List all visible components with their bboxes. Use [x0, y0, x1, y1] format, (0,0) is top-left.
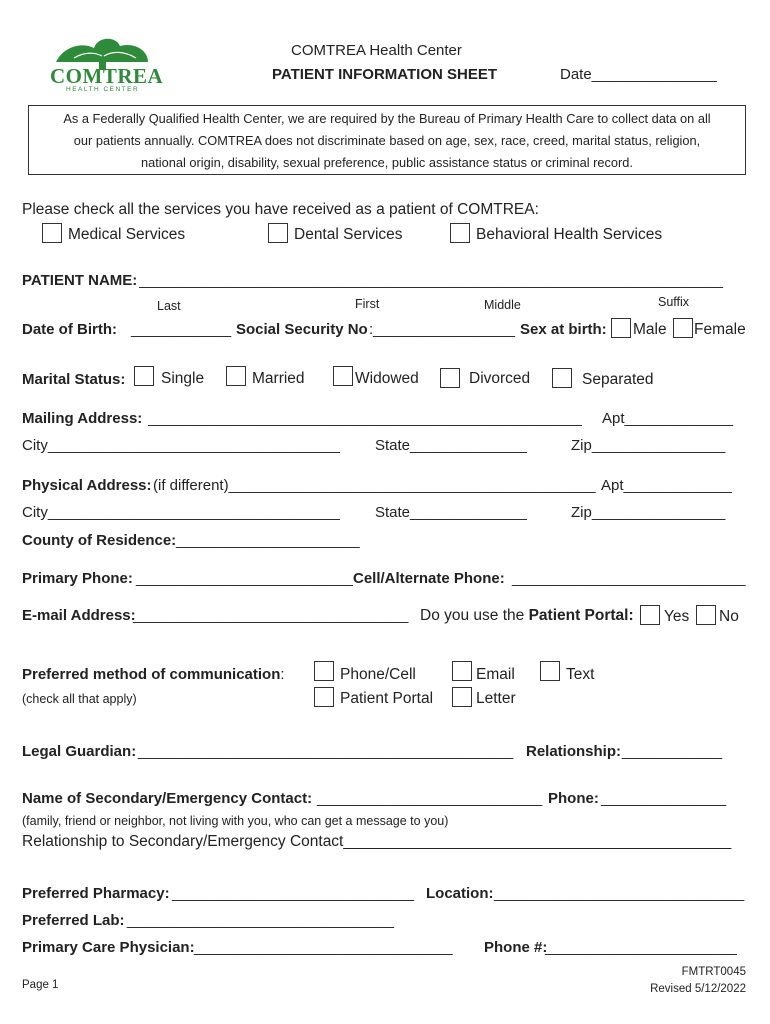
- separated-label: Separated: [582, 371, 654, 388]
- mailing-address-label: Mailing Address:: [22, 410, 143, 427]
- email-field[interactable]: _________________________________: [133, 607, 409, 624]
- emergency-relationship-field[interactable]: Relationship to Secondary/Emergency Contact_____________________________________________: [22, 833, 732, 850]
- emergency-contact-field[interactable]: ___________________________: [317, 790, 543, 807]
- lab-label: Preferred Lab:: [22, 912, 125, 929]
- patient-name-label: PATIENT NAME:: [22, 272, 138, 289]
- male-checkbox[interactable]: [611, 318, 631, 338]
- primary-phone-field[interactable]: __________________________: [136, 570, 353, 587]
- relationship-field[interactable]: ____________: [622, 743, 723, 760]
- patient-name-field[interactable]: ______________________________________________________________________: [139, 272, 723, 289]
- portal-question-text: Do you use the: [420, 607, 529, 624]
- divorced-checkbox[interactable]: [440, 368, 460, 388]
- emergency-contact-note: (family, friend or neighbor, not living with you, who can get a message to you): [22, 814, 449, 828]
- text-pref-checkbox[interactable]: [540, 661, 560, 681]
- pcp-field[interactable]: _______________________________: [194, 939, 453, 956]
- single-checkbox[interactable]: [134, 366, 154, 386]
- sex-at-birth-label: Sex at birth:: [520, 321, 607, 338]
- communication-note: (check all that apply): [22, 692, 137, 706]
- letter-pref-label: Letter: [476, 690, 516, 707]
- nondiscrimination-notice: [28, 105, 746, 175]
- suffix-caption: Suffix: [658, 295, 690, 309]
- physical-state-field[interactable]: State______________: [375, 504, 527, 521]
- mailing-address-field[interactable]: ____________________________________________________: [148, 410, 582, 427]
- separated-checkbox[interactable]: [552, 368, 572, 388]
- primary-phone-label: Primary Phone:: [22, 570, 133, 587]
- patient-portal-pref-checkbox[interactable]: [314, 687, 334, 707]
- mailing-city-field[interactable]: City___________________________________: [22, 437, 340, 454]
- notice-line-3: national origin, disability, sexual preference, public assistance status or criminal record.: [141, 155, 633, 170]
- physical-address-field[interactable]: (if different)____________________________________________: [153, 477, 596, 494]
- middle-name-caption: Middle: [484, 298, 521, 312]
- dob-label: Date of Birth:: [22, 321, 117, 338]
- physical-apt-field[interactable]: Apt_____________: [601, 477, 732, 494]
- portal-question: [420, 607, 634, 625]
- portal-yes-checkbox[interactable]: [640, 605, 660, 625]
- ssn-field[interactable]: :_________________: [369, 321, 515, 338]
- ssn-label: Social Security No: [236, 321, 368, 338]
- notice-line-2: our patients annually. COMTREA does not discriminate based on age, sex, race, creed, marital status, religion,: [73, 133, 701, 148]
- relationship-label: Relationship:: [526, 743, 622, 760]
- legal-guardian-label: Legal Guardian:: [22, 743, 137, 760]
- pharmacy-label: Preferred Pharmacy:: [22, 885, 170, 902]
- county-label: County of Residence:: [22, 532, 177, 549]
- widowed-checkbox[interactable]: [333, 366, 353, 386]
- emergency-contact-label: Name of Secondary/Emergency Contact:: [22, 790, 313, 807]
- mailing-state-field[interactable]: State______________: [375, 437, 527, 454]
- emergency-phone-field[interactable]: _______________: [601, 790, 727, 807]
- male-label: Male: [633, 321, 667, 338]
- behavioral-health-checkbox[interactable]: [450, 223, 470, 243]
- communication-label: [22, 666, 285, 683]
- date-field[interactable]: Date_______________: [560, 66, 717, 83]
- first-name-caption: First: [355, 297, 380, 311]
- behavioral-health-label: Behavioral Health Services: [476, 226, 663, 243]
- pcp-phone-field[interactable]: _______________________: [545, 939, 737, 956]
- patient-portal-pref-label: Patient Portal: [340, 690, 434, 707]
- female-label: Female: [694, 321, 746, 338]
- communication-label-colon: :: [280, 666, 285, 683]
- physical-zip-field[interactable]: Zip________________: [571, 504, 726, 521]
- dental-services-label: Dental Services: [294, 226, 403, 243]
- last-name-caption: Last: [157, 299, 181, 313]
- widowed-label: Widowed: [355, 370, 419, 387]
- pcp-phone-label: Phone #:: [484, 939, 548, 956]
- divorced-label: Divorced: [469, 370, 531, 387]
- dob-field[interactable]: ____________: [131, 321, 232, 338]
- services-prompt: Please check all the services you have received as a patient of COMTREA:: [22, 201, 539, 218]
- text-pref-label: Text: [566, 666, 595, 683]
- revision-date: Revised 5/12/2022: [650, 983, 746, 995]
- female-checkbox[interactable]: [673, 318, 693, 338]
- medical-services-checkbox[interactable]: [42, 223, 62, 243]
- portal-question-bold: Patient Portal:: [528, 607, 634, 624]
- page-number: Page 1: [22, 979, 59, 991]
- phone-cell-label: Phone/Cell: [340, 666, 416, 683]
- pcp-label: Primary Care Physician:: [22, 939, 195, 956]
- email-pref-checkbox[interactable]: [452, 661, 472, 681]
- portal-yes-label: Yes: [664, 608, 690, 625]
- form-title: PATIENT INFORMATION SHEET: [272, 66, 497, 83]
- mailing-zip-field[interactable]: Zip________________: [571, 437, 726, 454]
- medical-services-label: Medical Services: [68, 226, 186, 243]
- letter-pref-checkbox[interactable]: [452, 687, 472, 707]
- pharmacy-field[interactable]: _____________________________: [172, 885, 414, 902]
- portal-no-checkbox[interactable]: [696, 605, 716, 625]
- pharmacy-location-field[interactable]: ______________________________: [494, 885, 745, 902]
- communication-label-text: Preferred method of communication: [22, 666, 281, 683]
- email-pref-label: Email: [476, 666, 515, 683]
- cell-phone-field[interactable]: ____________________________: [512, 570, 746, 587]
- married-label: Married: [252, 370, 305, 387]
- married-checkbox[interactable]: [226, 366, 246, 386]
- physical-city-field[interactable]: City___________________________________: [22, 504, 340, 521]
- comtrea-logo: [44, 34, 164, 96]
- logo-subtitle: HEALTH CENTER: [66, 86, 140, 93]
- form-number: FMTRT0045: [681, 966, 746, 978]
- mailing-apt-field[interactable]: Apt_____________: [602, 410, 733, 427]
- lab-field[interactable]: ________________________________: [127, 912, 394, 929]
- logo-name: COMTREA: [50, 64, 164, 88]
- physical-address-label: Physical Address:: [22, 477, 152, 494]
- single-label: Single: [161, 370, 205, 387]
- pharmacy-location-label: Location:: [426, 885, 494, 902]
- email-label: E-mail Address:: [22, 607, 136, 624]
- phone-cell-checkbox[interactable]: [314, 661, 334, 681]
- legal-guardian-field[interactable]: _____________________________________________: [138, 743, 514, 760]
- dental-services-checkbox[interactable]: [268, 223, 288, 243]
- portal-no-label: No: [719, 608, 739, 625]
- notice-line-1: As a Federally Qualified Health Center, we are required by the Bureau of Primary Health Care to collect data on all: [63, 111, 711, 126]
- emergency-phone-label: Phone:: [548, 790, 599, 807]
- county-field[interactable]: ______________________: [176, 532, 360, 549]
- marital-status-label: Marital Status:: [22, 371, 126, 388]
- cell-phone-label: Cell/Alternate Phone:: [353, 570, 505, 587]
- org-name: COMTREA Health Center: [291, 42, 462, 59]
